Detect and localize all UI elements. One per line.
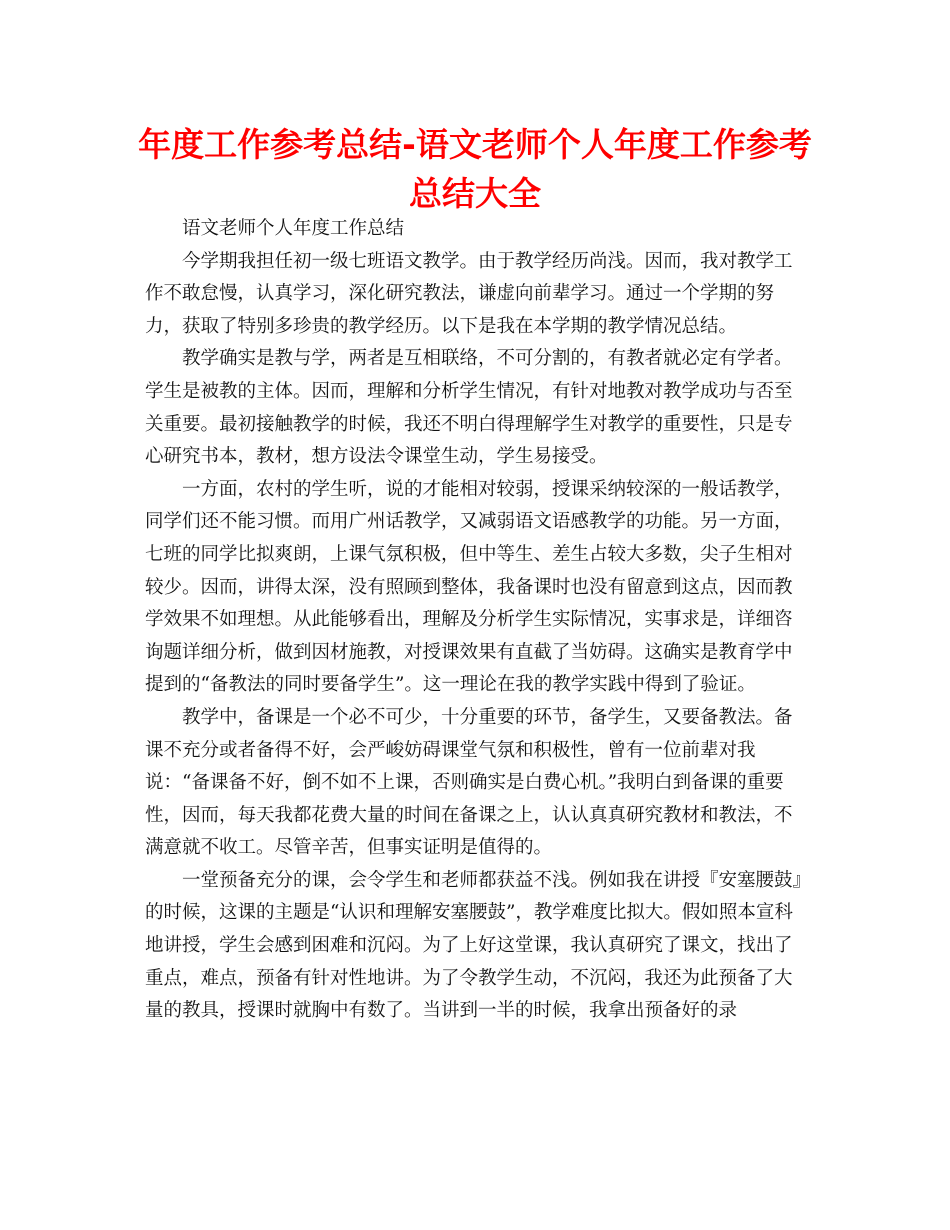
document-body [145, 213, 821, 1028]
title-line-2: 总结大全 [409, 174, 541, 213]
title-line-1: 年度工作参考总结-语文老师个人年度工作参考 [138, 125, 812, 164]
paragraph: 一堂预备充分的课，会令学生和老师都获益不浅。例如我在讲授『安塞腰鼓』 的时候，这课的主题是“认识和理解安塞腰鼓”，教学难度比拟大。假如照本宣科地讲授，学生会感到困难和沉闷。为了上好这堂课，我认真研究了课文，找出了重点，难点，预备有针对性地讲。为了令教学生动，不沉闷，我还为此预备了大量的教具，授课时就胸中有数了。当讲到一半的时候，我拿出预备好的录 [145, 869, 821, 1022]
paragraph: 教学确实是教与学，两者是互相联络，不可分割的，有教者就必定有学者。学生是被教的主体。因而，理解和分析学生情况，有针对地教对教学成功与否至关重要。最初接触教学的时候，我还不明白得理解学生对教学的重要性，只是专心研究书本，教材，想方设法令课堂生动，学生易接受。 [145, 348, 793, 468]
paragraph: 教学中，备课是一个必不可少，十分重要的环节，备学生，又要备教法。备课不充分或者备得不好，会严峻妨碍课堂气氛和积极性，曾有一位前辈对我说：“备课备不好，倒不如不上课，否则确实是白费心机。”我明白到备课的重要性，因而，每天我都花费大量的时间在备课之上，认认真真研究教材和教法，不满意就不收工。尽管辛苦，但事实证明是值得的。 [145, 706, 793, 859]
paragraph: 一方面，农村的学生听，说的才能相对较弱，授课采纳较深的一般话教学，同学们还不能习惯。而用广州话教学，又减弱语文语感教学的功能。另一方面，七班的同学比拟爽朗，上课气氛积极，但中等生、差生占较大多数，尖子生相对较少。因而，讲得太深，没有照顾到整体，我备课时也没有留意到这点，因而教学效果不如理想。从此能够看出，理解及分析学生实际情况，实事求是，详细咨询题详细分析，做到因材施教，对授课效果有直截了当妨碍。这确实是教育学中提到的“备教法的同时要备学生”。这一理论在我的教学实践中得到了验证。 [145, 478, 793, 696]
document-subtitle: 语文老师个人年度工作总结 [182, 218, 405, 239]
document-title [120, 120, 830, 218]
paragraph: 今学期我担任初一级七班语文教学。由于教学经历尚浅。因而，我对教学工作不敢怠慢，认真学习，深化研究教法，谦虚向前辈学习。通过一个学期的努力，获取了特别多珍贵的教学经历。以下是我在本学期的教学情况总结。 [145, 250, 793, 337]
